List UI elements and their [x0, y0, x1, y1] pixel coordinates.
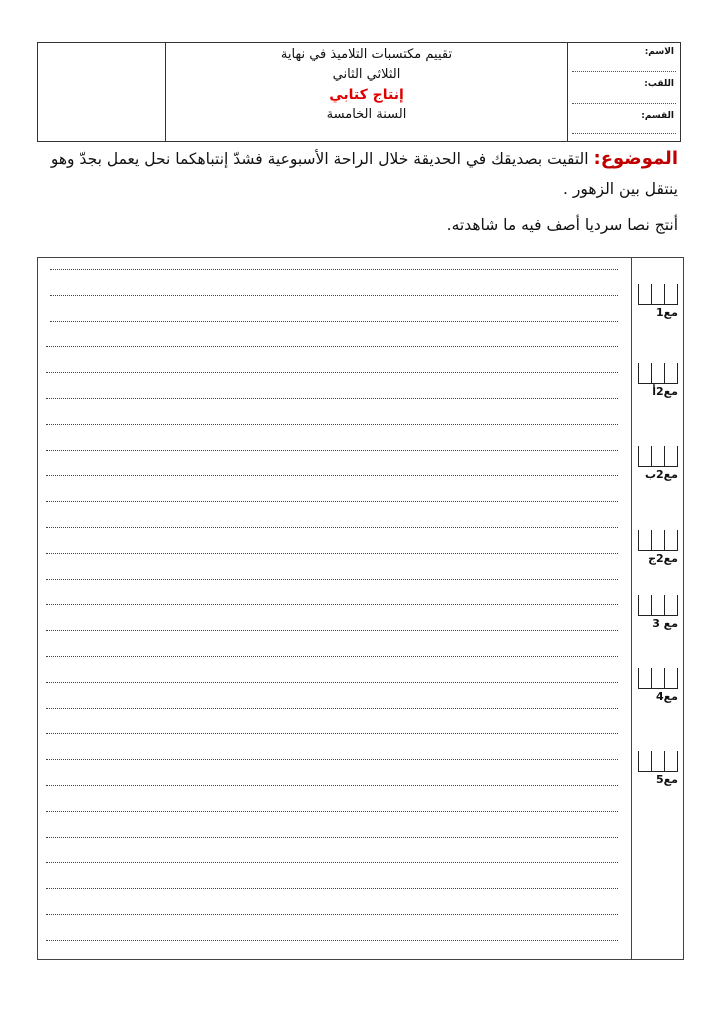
writing-line[interactable]: [46, 811, 618, 812]
criterion-score-box[interactable]: [638, 668, 678, 708]
surname-field[interactable]: [572, 103, 676, 104]
score-tally-marks: [638, 446, 678, 467]
writing-line[interactable]: [50, 269, 618, 270]
criteria-divider: [631, 258, 632, 959]
writing-line[interactable]: [46, 346, 618, 347]
criterion-label: مع5: [656, 773, 678, 786]
writing-line[interactable]: [50, 295, 618, 296]
writing-line[interactable]: [46, 604, 618, 605]
criterion-score-box[interactable]: [638, 446, 678, 486]
writing-area: [37, 257, 684, 960]
criterion-score-box[interactable]: [638, 363, 678, 403]
writing-line[interactable]: [46, 914, 618, 915]
name-label: الاسم:: [644, 47, 674, 57]
writing-line[interactable]: [46, 888, 618, 889]
score-tally-marks: [638, 595, 678, 616]
header-table: [37, 42, 681, 142]
writing-line[interactable]: [46, 398, 618, 399]
writing-line[interactable]: [46, 708, 618, 709]
writing-line[interactable]: [46, 733, 618, 734]
subject-title: إنتاج كتابي: [329, 87, 404, 103]
topic-text: التقيت بصديقك في الحديقة خلال الراحة الأسبوعية فشدّ إنتباهكما نحل يعمل بجدّ وهو ينتقل بين الزهور .: [50, 150, 678, 198]
score-tally-marks: [638, 284, 678, 305]
writing-line[interactable]: [46, 450, 618, 451]
writing-line[interactable]: [46, 759, 618, 760]
writing-line[interactable]: [46, 785, 618, 786]
topic-paragraph: [40, 144, 678, 204]
criterion-score-box[interactable]: [638, 595, 678, 635]
surname-label: اللقب:: [644, 79, 674, 89]
criterion-label: مع2ب: [644, 468, 678, 481]
class-field[interactable]: [572, 133, 676, 134]
writing-line[interactable]: [46, 862, 618, 863]
writing-line[interactable]: [46, 527, 618, 528]
writing-line[interactable]: [46, 475, 618, 476]
criterion-score-box[interactable]: [638, 530, 678, 570]
title-line-1: تقييم مكتسبات التلاميذ في نهاية: [280, 47, 453, 62]
score-tally-marks: [638, 751, 678, 772]
writing-line[interactable]: [50, 321, 618, 322]
writing-line[interactable]: [46, 372, 618, 373]
student-info-cell: [568, 43, 680, 141]
criterion-score-box[interactable]: [638, 284, 678, 324]
task-instruction: أنتج نصا سرديا أصف فيه ما شاهدته.: [446, 216, 678, 234]
topic-label: الموضوع:: [593, 148, 678, 169]
writing-line[interactable]: [46, 501, 618, 502]
writing-line[interactable]: [46, 837, 618, 838]
criterion-label: مع4: [656, 690, 678, 703]
name-field[interactable]: [572, 71, 676, 72]
title-line-2: الثلاثي الثاني: [332, 67, 401, 82]
writing-line[interactable]: [46, 682, 618, 683]
score-tally-marks: [638, 363, 678, 384]
score-tally-marks: [638, 668, 678, 689]
criterion-label: مع2ج: [648, 552, 678, 565]
criterion-label: مع 3: [652, 617, 678, 630]
writing-line[interactable]: [46, 630, 618, 631]
criterion-score-box[interactable]: [638, 751, 678, 791]
class-label: القسم:: [641, 111, 674, 121]
writing-line[interactable]: [46, 424, 618, 425]
writing-line[interactable]: [46, 940, 618, 941]
header-empty-cell: [38, 43, 166, 141]
writing-line[interactable]: [46, 579, 618, 580]
criterion-label: مع1: [656, 306, 678, 319]
writing-line[interactable]: [46, 656, 618, 657]
header-title-cell: [166, 43, 568, 141]
writing-line[interactable]: [46, 553, 618, 554]
criterion-label: مع2أ: [652, 385, 678, 398]
score-tally-marks: [638, 530, 678, 551]
level-title: السنة الخامسة: [326, 107, 407, 122]
